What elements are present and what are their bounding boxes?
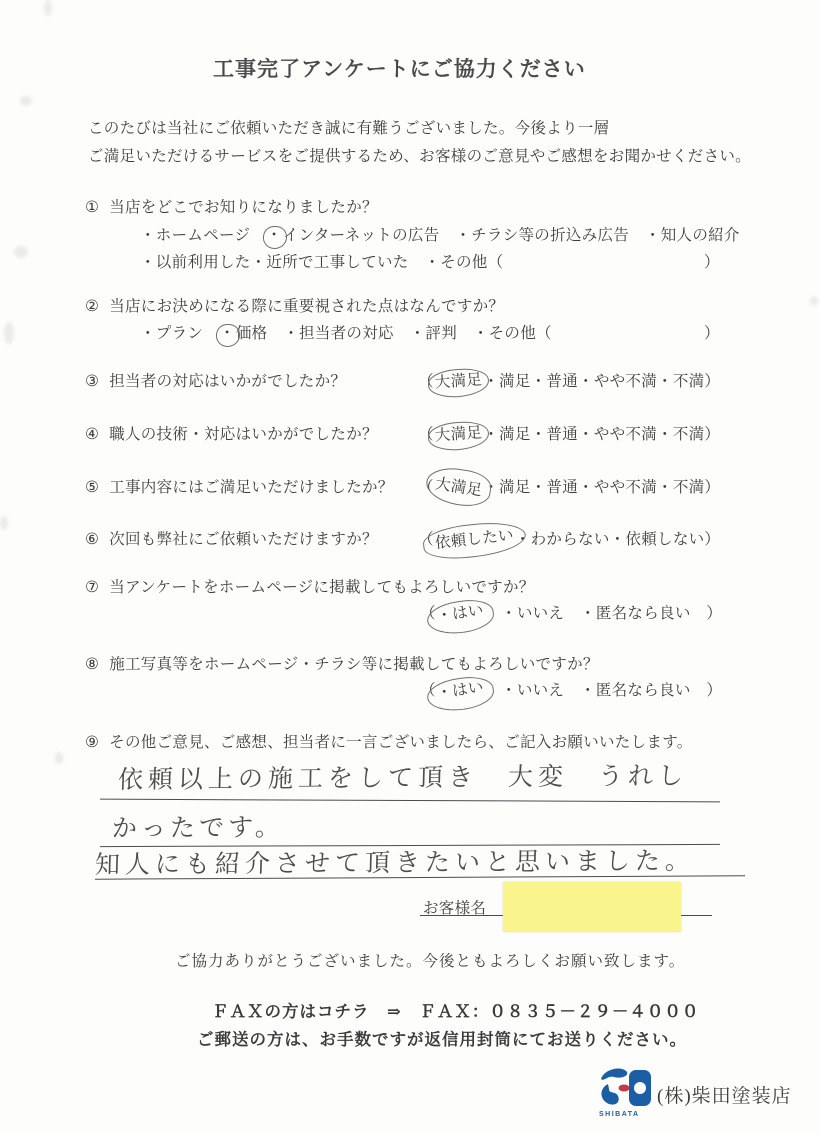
question-2-text: 当店にお決めになる際に重要視された点はなんですか？ — [109, 298, 505, 315]
q1-options-line2-text: ・以前利用した・近所で工事していた ・その他（ — [140, 254, 504, 271]
q2-option-plan: ・プラン — [140, 325, 220, 342]
logo-wordmark: SHIBATA — [599, 1111, 640, 1118]
question-1-text: 当店をどこでお知りになりましたか？ — [109, 199, 378, 216]
q4-selected-circle — [427, 420, 490, 452]
scan-smudge — [810, 296, 818, 306]
question-2-number: ② — [85, 298, 100, 315]
question-7 — [85, 575, 535, 597]
q6-selected-circle — [421, 519, 527, 562]
closing-thanks-line: ご協力ありがとうございました。今後ともよろしくお願い致します。 — [175, 953, 686, 970]
company-name: (株)柴田塗装店 — [657, 1086, 792, 1107]
question-7-text: 当アンケートをホームページに掲載してもよろしいですか？ — [109, 579, 535, 596]
question-1-options-line-2 — [140, 250, 503, 272]
question-1-number: ① — [85, 199, 100, 216]
survey-title: 工事完了アンケートにご協力ください — [213, 57, 586, 81]
q3-open-paren: （ — [418, 373, 434, 390]
q8-open-paren: （ — [420, 682, 436, 699]
q7-answer-rest: ・いいえ ・匿名なら良い ） — [485, 605, 723, 622]
question-6-text: 次回も弊社にご依頼いただけますか？ — [109, 531, 378, 548]
question-8-answer — [420, 678, 722, 705]
scan-smudge — [44, 0, 52, 16]
question-3-text: 担当者の対応はいかがでしたか？ — [109, 373, 347, 390]
q4-scale-rest: ・満足・普通・やや不満・不満） — [483, 426, 721, 443]
q2-selected-circle — [215, 323, 241, 348]
q7-selected-option: ・はい — [435, 601, 485, 626]
q4-selected-option: 大満足 — [434, 424, 483, 445]
q1-options-rest: インターネットの広告 ・チラシ等の折込み広告 ・知人の紹介 — [282, 227, 740, 244]
question-4-answer-scale — [418, 422, 720, 445]
customer-name-label: お客様名 — [423, 900, 487, 917]
question-9-number: ⑨ — [85, 734, 100, 751]
question-7-answer — [420, 601, 722, 628]
question-4-text: 職人の技術・対応はいかがでしたか？ — [109, 426, 378, 443]
question-9 — [85, 730, 693, 752]
q8-selected-circle — [425, 673, 496, 714]
intro-line-2: ご満足いただけるサービスをご提供するため、お客様のご意見やご感想をお聞かせください。 — [88, 148, 751, 165]
question-6 — [85, 527, 378, 549]
q5-selected-circle — [423, 464, 493, 510]
question-4-number: ④ — [85, 426, 100, 443]
question-5 — [85, 475, 394, 497]
handwritten-comment-line-3: 知人にも紹介させて頂きたいと思いました。 — [94, 847, 696, 880]
q7-open-paren: （ — [420, 605, 436, 622]
scan-smudge — [14, 246, 28, 258]
question-2 — [85, 294, 504, 316]
q3-selected-option: 大満足 — [434, 371, 483, 392]
scan-smudge — [4, 322, 14, 344]
q8-answer-rest: ・いいえ ・匿名なら良い ） — [485, 682, 723, 699]
q1-option-homepage: ・ホームページ — [140, 227, 267, 244]
q8-selected-option: ・はい — [435, 678, 485, 703]
question-2-options — [140, 321, 552, 345]
q4-open-paren: （ — [418, 426, 434, 443]
q2-circled-dot: ・ — [218, 324, 236, 343]
q7-selected-circle — [425, 596, 496, 637]
company-logo — [596, 1062, 658, 1125]
q2-close-paren: ） — [704, 325, 720, 342]
scan-smudge — [55, 752, 63, 764]
question-9-text: その他ご意見、ご感想、担当者に一言ございましたら、ご記入お願いいたします。 — [109, 734, 693, 751]
q6-open-paren: （ — [418, 531, 434, 548]
handwritten-comment-line-1: 依頼以上の施工をして頂き 大変 うれし — [117, 763, 689, 794]
shibata-logo-mark — [596, 1062, 658, 1120]
question-1 — [85, 195, 378, 217]
question-8-text: 施工写真等をホームページ・チラシ等に掲載してもよろしいですか？ — [109, 656, 599, 673]
question-6-answer-scale — [418, 526, 721, 553]
q5-open-paren: （ — [418, 479, 434, 496]
q1-selected-circle — [262, 225, 288, 250]
question-1-options-line-1 — [140, 223, 740, 247]
q6-scale-rest: ・わからない・依頼しない） — [514, 531, 721, 548]
q1-circled-dot: ・ — [265, 226, 283, 245]
question-7-number: ⑦ — [85, 579, 100, 596]
question-8-number: ⑧ — [85, 656, 100, 673]
answer-rule-line-1 — [100, 799, 720, 803]
q5-selected-option: 大満足 — [433, 475, 484, 500]
scan-smudge — [20, 96, 32, 106]
q5-scale-rest: ・満足・普通・やや不満・不満） — [483, 479, 721, 496]
question-5-answer-scale — [418, 475, 720, 499]
question-6-number: ⑥ — [85, 531, 100, 548]
handwritten-comment-line-2: かったです。 — [111, 814, 285, 843]
question-8 — [85, 652, 599, 674]
question-5-text: 工事内容にはご満足いただけましたか？ — [109, 479, 394, 496]
question-4 — [85, 422, 378, 444]
q3-scale-rest: ・満足・普通・やや不満・不満） — [483, 373, 721, 390]
q2-options-rest: 価格 ・担当者の対応 ・評判 ・その他（ — [235, 325, 552, 342]
q6-selected-option: 依頼したい — [434, 526, 515, 553]
q1-close-paren: ） — [704, 254, 720, 271]
question-3-answer-scale — [418, 369, 720, 392]
question-3-number: ③ — [85, 373, 100, 390]
name-redaction-sticker — [503, 882, 681, 932]
question-3 — [85, 369, 346, 391]
intro-line-1: このたびは当社にご依頼いただき誠に有難うございました。今後より一層 — [88, 120, 610, 137]
question-5-number: ⑤ — [85, 479, 100, 496]
q3-selected-circle — [427, 367, 490, 399]
fax-contact-line: ＦＡＸの方はコチラ ⇒ ＦＡＸ：０８３５－２９－４０００ — [212, 1002, 700, 1021]
scan-smudge — [0, 516, 8, 530]
mail-instruction-line: ご郵送の方は、お手数ですが返信用封筒にてお送りください。 — [197, 1030, 687, 1049]
